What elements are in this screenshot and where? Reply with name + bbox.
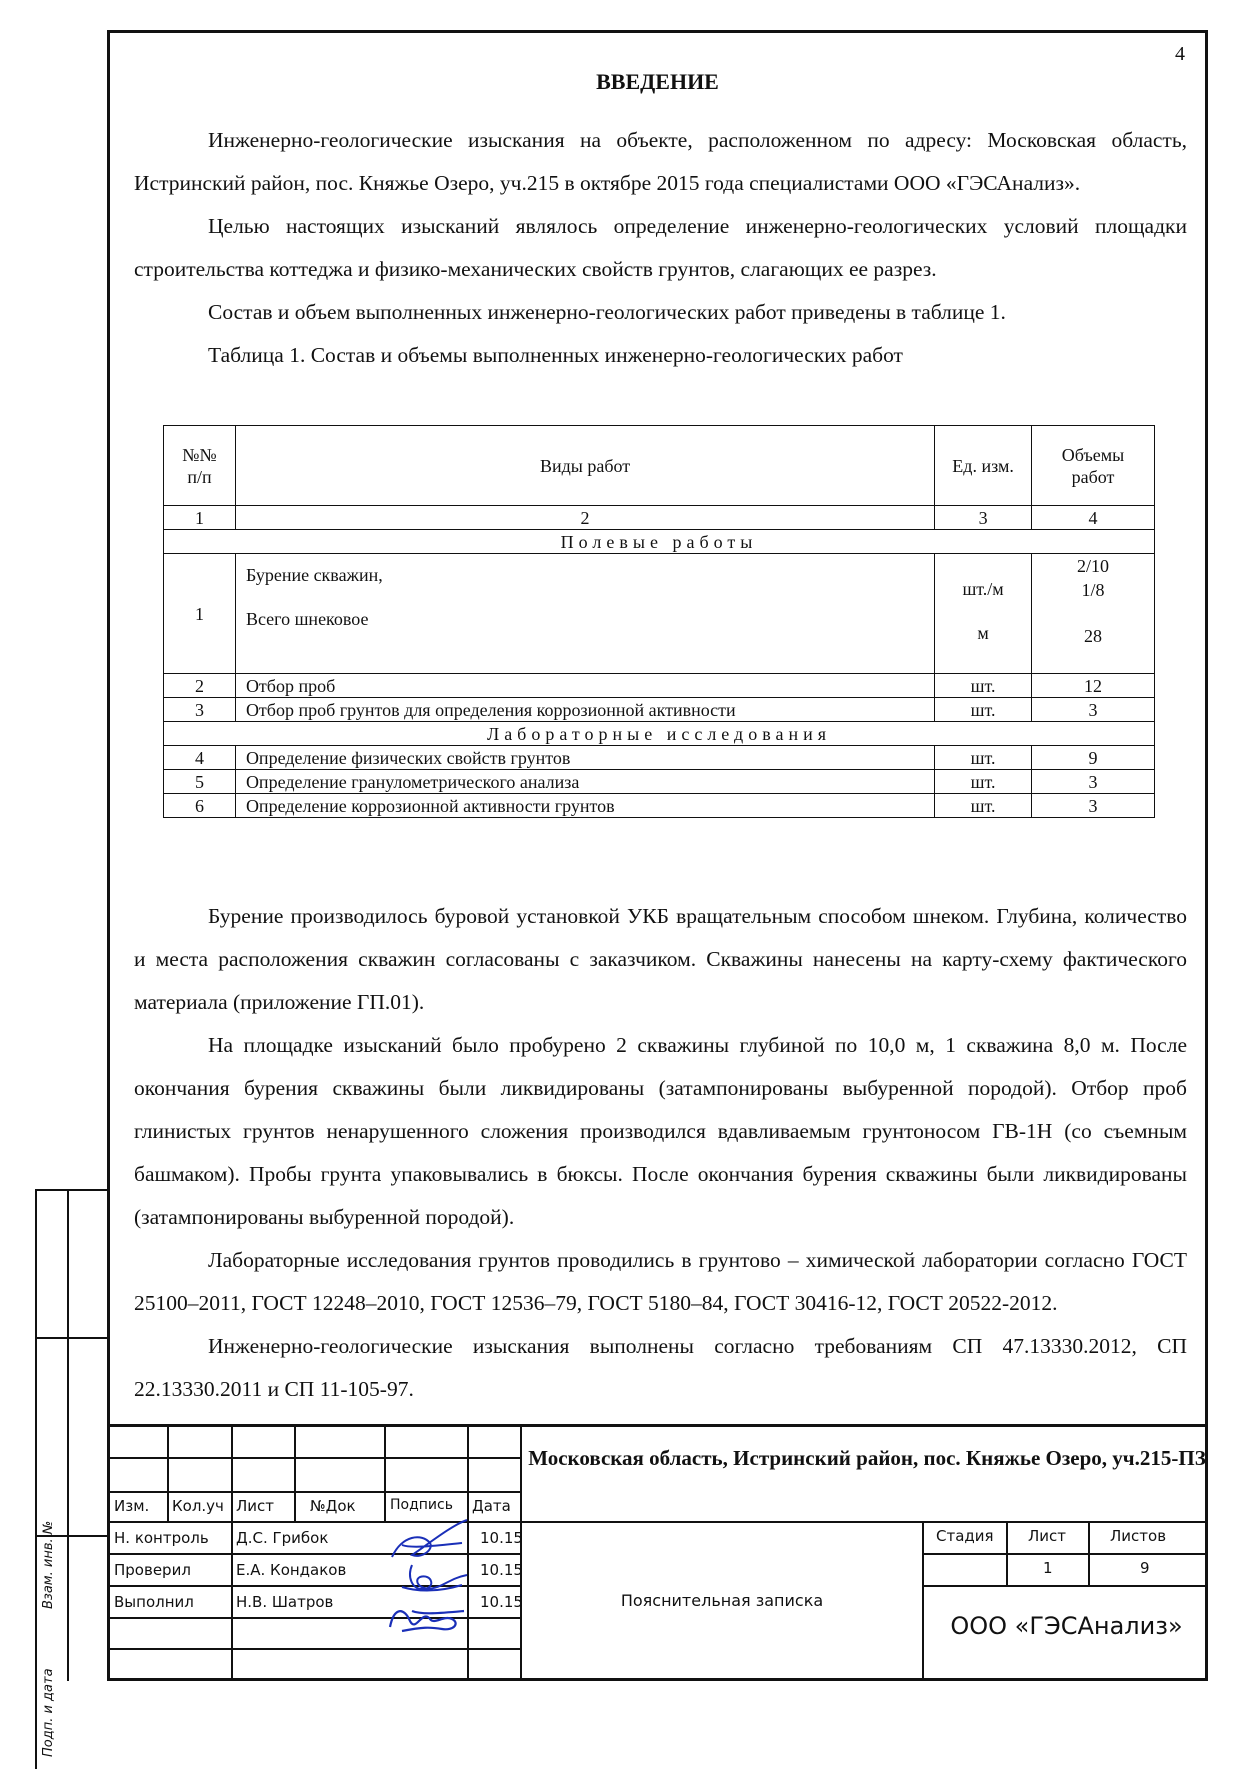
table-row (164, 554, 1155, 674)
work-name-line: Бурение скважин, (245, 565, 383, 585)
row-number: 6 (164, 794, 236, 818)
person-name: Д.С. Грибок (236, 1529, 329, 1547)
section-lab-works: Лабораторные исследования (164, 722, 1155, 746)
table-header-row (164, 426, 1155, 506)
unit: шт. (935, 674, 1032, 698)
work-name (235, 554, 934, 674)
person-name: Е.А. Кондаков (236, 1561, 347, 1579)
sheets-label: Листов (1110, 1527, 1167, 1545)
header-cell: Объемы работ (1032, 426, 1155, 506)
col-header: №Док (310, 1497, 356, 1515)
person-name: Н.В. Шатров (236, 1593, 334, 1611)
sign-date: 10.15 (480, 1593, 523, 1611)
sheet-label: Лист (1028, 1527, 1067, 1545)
section-row (164, 722, 1155, 746)
paragraph: Состав и объем выполненных инженерно-геологических работ приведены в таблице 1. (208, 300, 1006, 324)
title-block (110, 1424, 1205, 1678)
role-label: Проверил (114, 1561, 191, 1579)
paragraph: Лабораторные исследования грунтов проводились в грунтово – химической лаборатории согласно ГОСТ 25100–2011, ГОСТ 12248–2010, ГОСТ 12536–79, ГОСТ 5180–84, ГОСТ 30416-12, ГОСТ 20522-2012. (134, 1248, 1187, 1315)
column-number: 2 (235, 506, 934, 530)
volume-line: 1/8 (1081, 580, 1105, 600)
column-number: 4 (1032, 506, 1155, 530)
sign-date: 10.15 (480, 1561, 523, 1579)
col-header: Дата (472, 1497, 511, 1515)
signature-date-label: Подп. и дата (41, 1668, 56, 1757)
row-number: 4 (164, 746, 236, 770)
row-number: 1 (164, 554, 236, 674)
work-name: Определение физических свойств грунтов (235, 746, 934, 770)
work-name: Отбор проб грунтов для определения коррозионной активности (235, 698, 934, 722)
role-label: Н. контроль (114, 1529, 209, 1547)
volume (1032, 554, 1155, 674)
row-number: 2 (164, 674, 236, 698)
volume: 9 (1032, 746, 1155, 770)
paragraph: На площадке изысканий было пробурено 2 скважины глубиной по 10,0 м, 1 скважина 8,0 м. После окончания бурения скважины были ликвидированы (затампонированы выбуренной породой). Отбор проб глинистых грунтов ненарушенного сложения производился вдавливаемым грунтоносом ГВ-1Н (со съемным башмаком). Пробы грунта упаковывались в бюксы. После окончания бурения скважины были ликвидированы (затампонированы выбуренной породой). (134, 1033, 1187, 1229)
column-number: 1 (164, 506, 236, 530)
unit-line: м (977, 623, 989, 643)
column-number: 3 (935, 506, 1032, 530)
unit (935, 554, 1032, 674)
unit-line: шт./м (962, 579, 1004, 599)
organization-name: ООО «ГЭСАнализ» (950, 1612, 1183, 1640)
table-row (164, 674, 1155, 698)
project-title: Московская область, Истринский район, пос. Княжье Озеро, уч.215-ПЗ (528, 1446, 1206, 1470)
section-row (164, 530, 1155, 554)
signatures (382, 1515, 472, 1675)
stage-label: Стадия (936, 1527, 994, 1545)
section-field-works: Полевые работы (164, 530, 1155, 554)
unit: шт. (935, 746, 1032, 770)
paragraph: Инженерно-геологические изыскания на объекте, расположенном по адресу: Московская область, Истринский район, пос. Княжье Озеро, уч.215 в октябре 2015 года специалистами ООО «ГЭСАнализ». (134, 128, 1187, 195)
work-name: Отбор проб (235, 674, 934, 698)
section-title: ВВЕДЕНИЕ (596, 69, 719, 94)
table-row (164, 746, 1155, 770)
sheet-number: 1 (1043, 1559, 1053, 1577)
work-name: Определение коррозионной активности грунтов (235, 794, 934, 818)
paragraph: Инженерно-геологические изыскания выполнены согласно требованиям СП 47.13330.2012, СП 22.13330.2011 и СП 11-105-97. (134, 1334, 1187, 1401)
header-cell: №№ п/п (164, 426, 236, 506)
page-number: 4 (1175, 43, 1185, 65)
paragraph: Целью настоящих изысканий являлось определение инженерно-геологических условий площадки строительства коттеджа и физико-механических свойств грунтов, слагающих ее разрез. (134, 214, 1187, 281)
volume-line: 2/10 (1077, 556, 1110, 576)
header-cell: Виды работ (235, 426, 934, 506)
table-row (164, 698, 1155, 722)
table-row (164, 794, 1155, 818)
volume: 12 (1032, 674, 1155, 698)
row-number: 5 (164, 770, 236, 794)
works-table (163, 425, 1155, 818)
unit: шт. (935, 794, 1032, 818)
volume: 3 (1032, 770, 1155, 794)
row-number: 3 (164, 698, 236, 722)
work-name: Определение гранулометрического анализа (235, 770, 934, 794)
work-name-line: Всего шнековое (245, 609, 369, 629)
document-name: Пояснительная записка (620, 1591, 824, 1610)
replace-inv-label: Взам. инв. № (41, 1520, 56, 1609)
unit: шт. (935, 770, 1032, 794)
col-header: Подпись (390, 1497, 453, 1513)
table-row (164, 770, 1155, 794)
volume: 3 (1032, 794, 1155, 818)
page-frame (107, 30, 1208, 1681)
intro-text (134, 119, 1187, 377)
sheets-count: 9 (1140, 1559, 1150, 1577)
unit: шт. (935, 698, 1032, 722)
col-header: Кол.уч (172, 1497, 224, 1515)
col-header: Изм. (114, 1497, 150, 1515)
col-header: Лист (236, 1497, 275, 1515)
volume-line: 28 (1084, 626, 1103, 646)
role-label: Выполнил (114, 1593, 194, 1611)
table-row (164, 506, 1155, 530)
body-text (134, 895, 1187, 1411)
paragraph: Бурение производилось буровой установкой УКБ вращательным способом шнеком. Глубина, количество и места расположения скважин согласованы с заказчиком. Скважины нанесены на карту-схему фактического материала (приложение ГП.01). (134, 904, 1187, 1014)
table-caption: Таблица 1. Состав и объемы выполненных инженерно-геологических работ (208, 343, 903, 367)
sign-date: 10.15 (480, 1529, 523, 1547)
volume: 3 (1032, 698, 1155, 722)
left-margin-strip (35, 1189, 107, 1757)
header-cell: Ед. изм. (935, 426, 1032, 506)
